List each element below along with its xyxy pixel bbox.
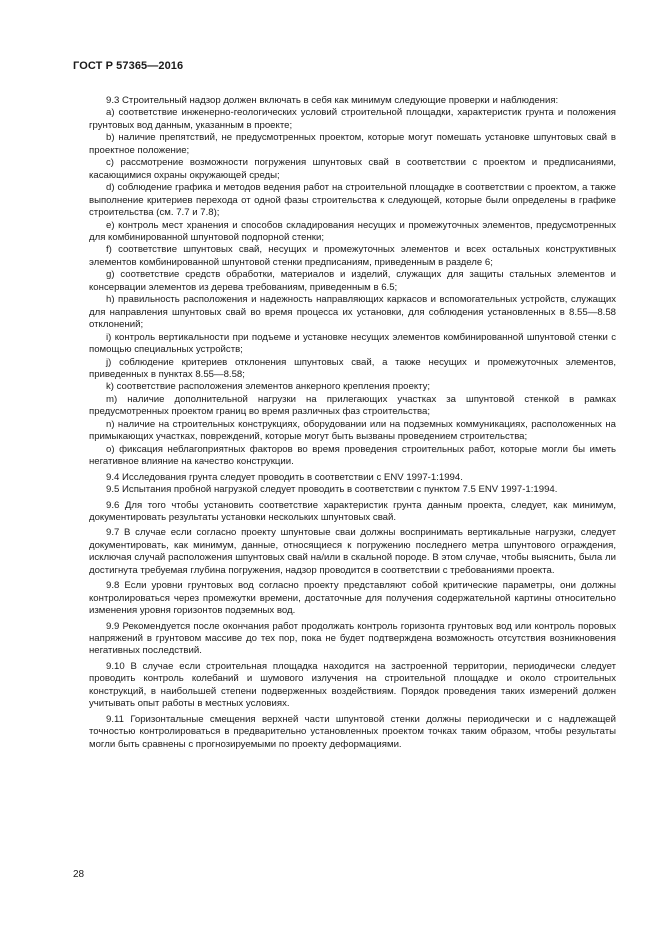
paragraph-9-3: 9.3 Строительный надзор должен включать в себя как минимум следующие проверки и наблюдения: [106, 95, 559, 106]
item-d: d) соблюдение графика и методов ведения работ на строительной площадке в соответствии с проектом, а также выполнение критериев перехода от одной фазы строительства к следующей, которые были определены в графике строительства (см. 7.7 и 7.8); [89, 182, 616, 219]
item-a: a) соответствие инженерно-геологических условий строительной площадки, характеристик грунта и положения грунтовых вод данным, указанным в проекте; [89, 107, 616, 131]
paragraph-9-7: 9.7 В случае если согласно проекту шпунтовые сваи должны воспринимать вертикальные нагрузки, следует документировать, как минимум, данные, относящиеся к погружению последнего метра шпунтового ограждения, исключая случай расположения шпунтовых свай на/или в скальной породе. В этом случае, чтобы выяснить, была ли достигнута требуемая глубина погружения, надзор проводится в соответствии с требованиями проекта. [89, 527, 616, 576]
document-body [89, 95, 616, 751]
item-n: n) наличие на строительных конструкциях, оборудовании или на подземных коммуникациях, расположенных на примыкающих участках, повреждений, которые могут быть вызваны проведением строительства; [89, 418, 616, 443]
paragraph-9-8: 9.8 Если уровни грунтовых вод согласно проекту представляют собой критические параметры, они должны контролироваться через промежутки времени, достаточные для получения содержательной картины относительно изменения уровня горизонтов подземных вод. [89, 580, 616, 617]
item-c: c) рассмотрение возможности погружения шпунтовых свай в соответствии с проектом и предписаниями, касающимися охраны окружающей среды; [89, 157, 616, 181]
paragraph-9-5: 9.5 Испытания пробной нагрузкой следует проводить в соответствии с пунктом 7.5 ENV 1997-1:1994. [106, 484, 558, 496]
item-m: m) наличие дополнительной нагрузки на прилегающих участках за шпунтовой стенкой в рамках предусмотренных проектом границ во время различных фаз строительства; [89, 393, 616, 418]
paragraph-9-4: 9.4 Исследования грунта следует проводить в соответствии с ENV 1997-1:1994. [106, 471, 463, 483]
paragraph-9-6: 9.6 Для того чтобы установить соответствие характеристик грунта данным проекта, следует, как минимум, документировать результаты установки нескольких шпунтовых свай. [89, 499, 616, 523]
item-o: o) фиксация неблагоприятных факторов во время проведения строительных работ, которые могли бы иметь негативное влияние на качество конструкции. [89, 443, 616, 468]
item-f: f) соответствие шпунтовых свай, несущих и промежуточных элементов и всех остальных конструктивных элементов комбинированной шпунтовой стенки предписаниям, приведенным в разделе 6; [89, 244, 616, 268]
item-j: j) соблюдение критериев отклонения шпунтовых свай, а также несущих и промежуточных элементов, приведенных в пунктах 8.55—8.58; [89, 356, 616, 380]
item-e: e) контроль мест хранения и способов складирования несущих и промежуточных элементов, предусмотренных для комбинированной шпунтовой подпорной стенки; [89, 219, 616, 243]
paragraph-9-11: 9.11 Горизонтальные смещения верхней части шпунтовой стенки должны периодически и с надлежащей точностью контролироваться в предварительно установленных проектом точках таким образом, чтобы результаты могли быть сравнены с прогнозируемыми по проекту деформациями. [89, 713, 616, 750]
document-header: ГОСТ Р 57365—2016 [73, 60, 184, 72]
item-i: i) контроль вертикальности при подъеме и установке несущих элементов комбинированной шпунтовой стенки с помощью специальных устройств; [89, 331, 616, 356]
paragraph-9-10: 9.10 В случае если строительная площадка находится на застроенной территории, периодически следует проводить контроль колебаний и шумового излучения на строительной площадке и около строительных конструкций, в наибольшей степени подверженных воздействиям. Порядок проведения таких измерений должен учитывать опыт работы в местных условиях. [89, 660, 616, 710]
page-number: 28 [73, 869, 85, 880]
item-k: k) соответствие расположения элементов анкерного крепления проекту; [106, 381, 431, 393]
paragraph-9-9: 9.9 Рекомендуется после окончания работ продолжать контроль горизонта грунтовых вод или контроль поровых напряжений в грунтовом массиве до тех пор, пока не будет подтверждена возможность отсутствия возникновения негативных последствий. [89, 620, 616, 657]
item-h: h) правильность расположения и надежность направляющих каркасов и вспомогательных устройств, служащих для направления шпунтовых свай во время процесса их установки, для соблюдения установленных в 8.55—8.58 отклонений; [89, 294, 616, 331]
item-b: b) наличие препятствий, не предусмотренных проектом, которые могут помешать установке шпунтовых свай в проектное положение; [89, 132, 616, 156]
item-g: g) соответствие средств обработки, материалов и изделий, служащих для защиты стальных элементов и консервации элементов из дерева требованиям, приведенным в 6.5; [89, 269, 616, 293]
